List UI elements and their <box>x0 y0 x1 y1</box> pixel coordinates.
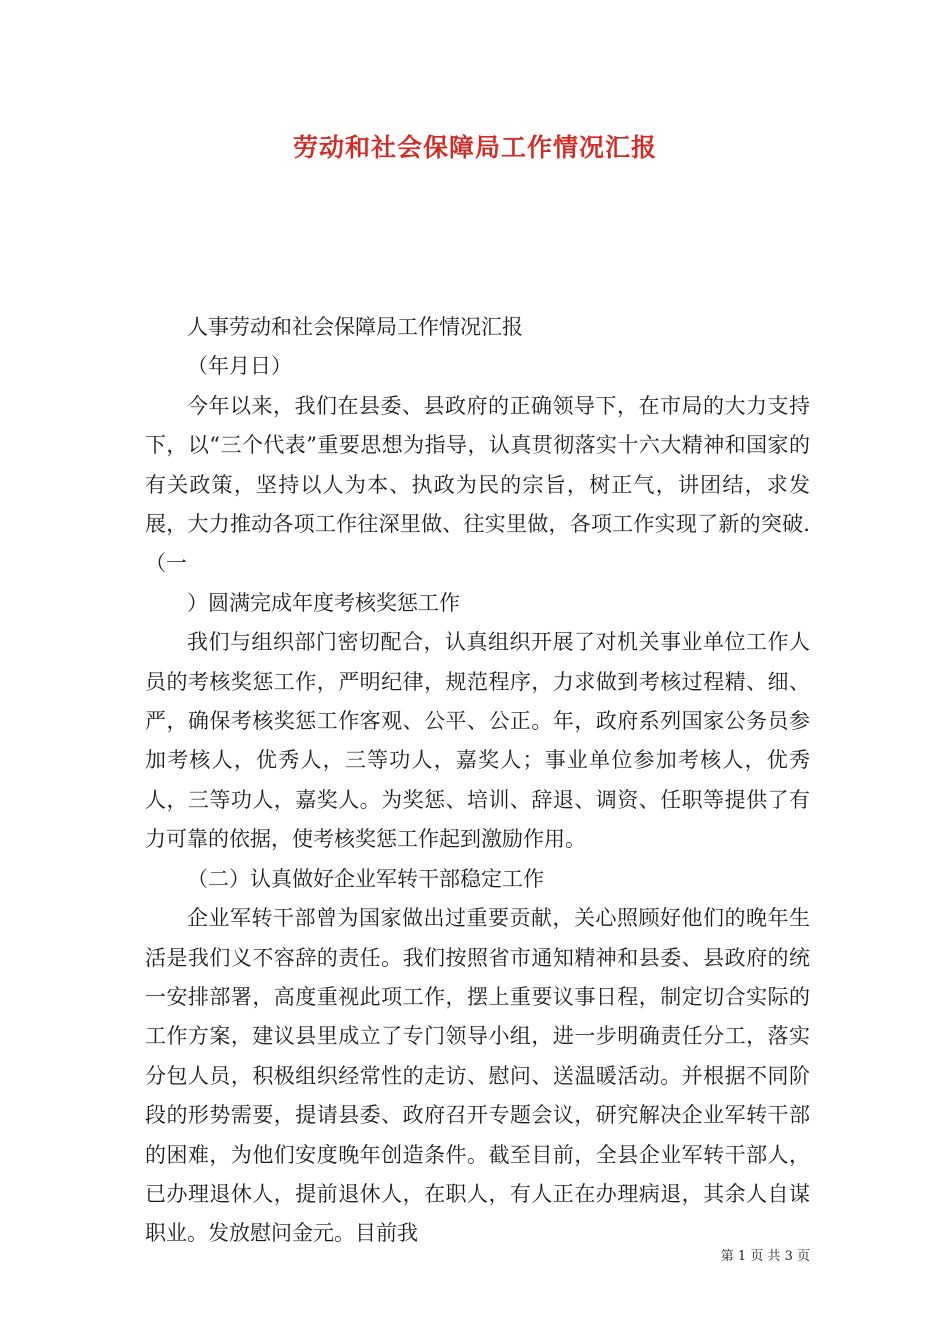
paragraph-subtitle: 人事劳动和社会保障局工作情况汇报 <box>187 315 523 339</box>
page-indicator: 第 1 页 共 3 页 <box>720 1249 810 1264</box>
paragraph-section-2: 企业军转干部曾为国家做出过重要贡献，关心照顾好他们的晚年生活是我们义不容辞的责任。我们按照省市通知精神和县委、县政府的统一安排部署，高度重视此项工作，摆上重要议事日程，制定切合实际的工作方案，建议县里成立了专门领导小组，进一步明确责任分工，落实分包人员，积极组织经常性的走访、慰问、送温暖活动。并根据不同阶段的形势需要，提请县委、政府召开专题会议，研究解决企业军转干部的困难，为他们安度晚年创造条件。截至目前，全县企业军转干部人，已办理退休人，提前退休人，在职人，有人正在办理病退，其余人自谋职业。发放慰问金元。目前我 <box>145 906 810 1246</box>
document-title: 劳动和社会保障局工作情况汇报 <box>292 133 657 162</box>
paragraph-section-1: 我们与组织部门密切配合，认真组织开展了对机关事业单位工作人员的考核奖惩工作，严明纪律，规范程序，力求做到考核过程精、细、严，确保考核奖惩工作客观、公平、公正。年，政府系列国家公务员参加考核人，优秀人，三等功人，嘉奖人；事业单位参加考核人，优秀人，三等功人，嘉奖人。为奖惩、培训、辞退、调资、任职等提供了有力可靠的依据，使考核奖惩工作起到激励作用。 <box>145 630 810 852</box>
section-heading-2: （二）认真做好企业军转干部稳定工作 <box>187 866 544 891</box>
paragraph-date: （年月日） <box>187 354 292 379</box>
paragraph-intro: 今年以来，我们在县委、县政府的正确领导下，在市局的大力支持下，以“三个代表”重要思想为指导，认真贯彻落实十六大精神和国家的有关政策，坚持以人为本、执政为民的宗旨，树正气，讲团结，求发展，大力推动各项工作往深里做、往实里做，各项工作实现了新的突破.（一 <box>145 393 810 576</box>
section-heading-1: ）圆满完成年度考核奖惩工作 <box>187 590 460 615</box>
document-body <box>145 308 810 1254</box>
